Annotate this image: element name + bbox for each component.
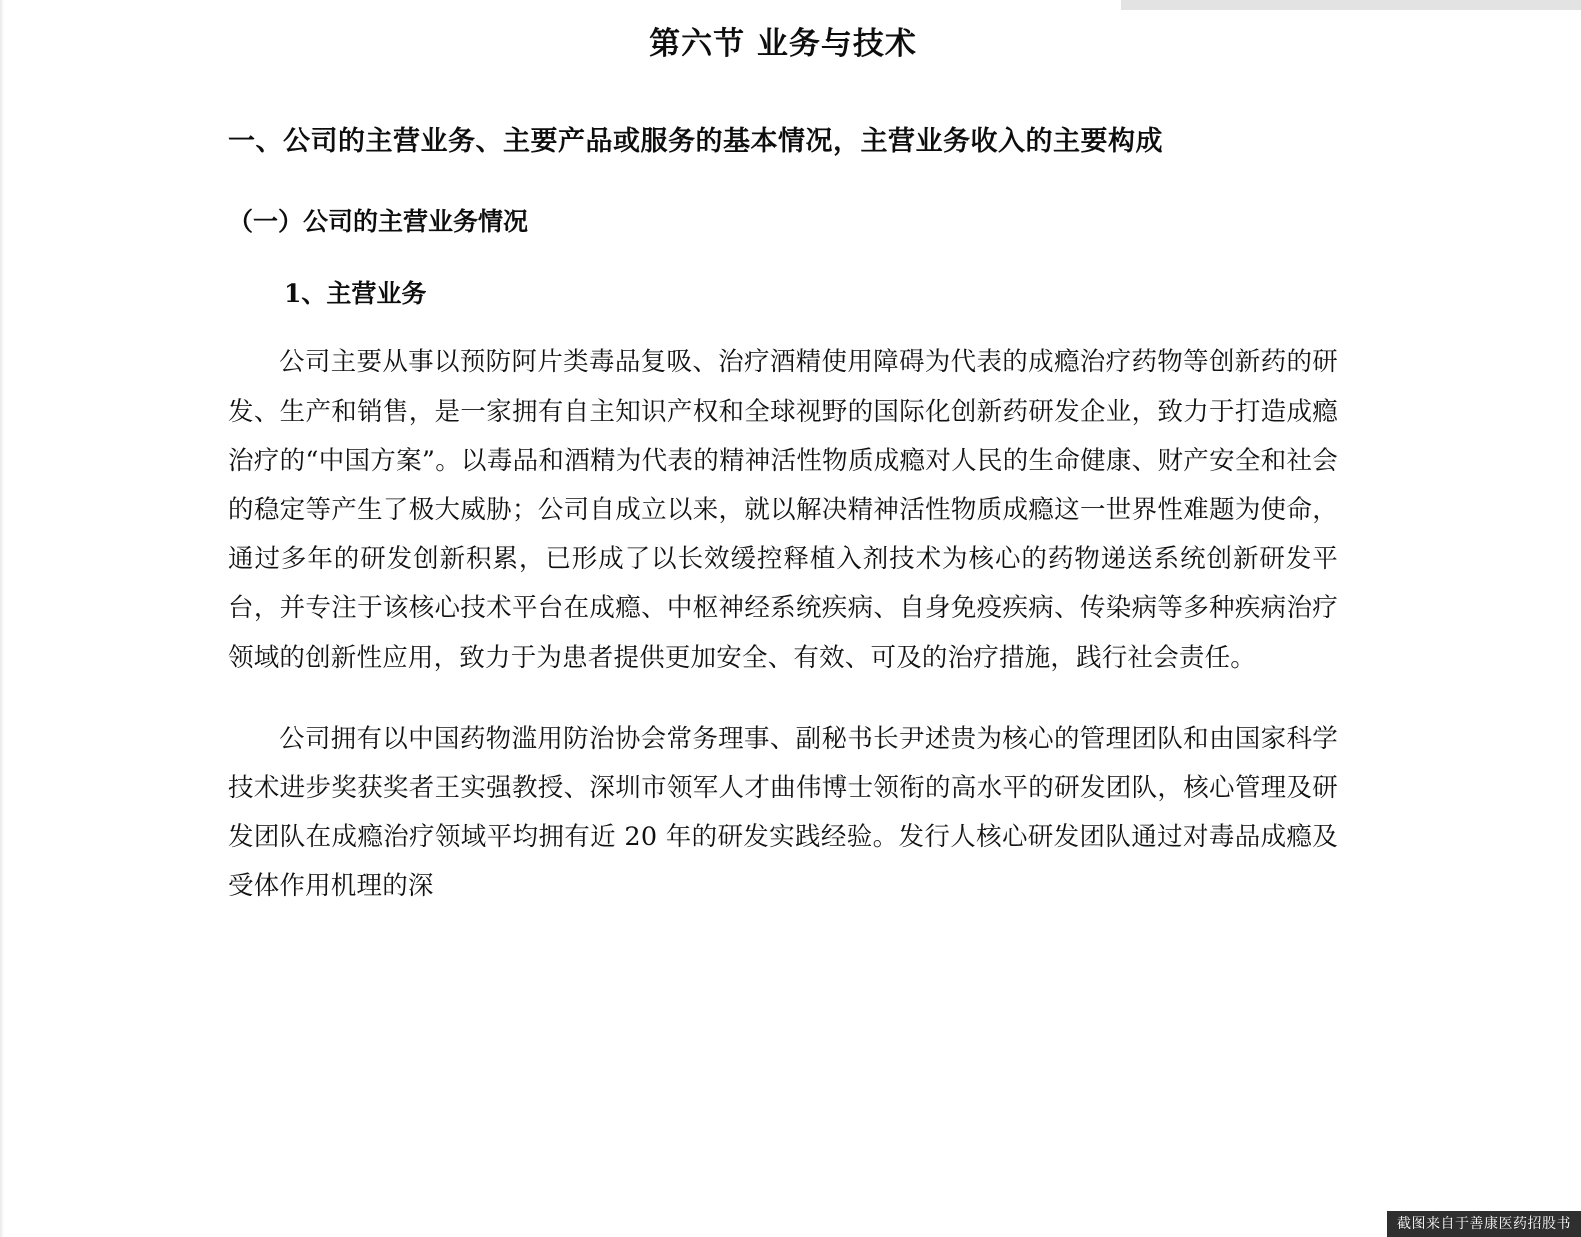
body-paragraph-2: 公司拥有以中国药物滥用防治协会常务理事、副秘书长尹述贵为核心的管理团队和由国家科学技术进步奖获奖者王实强教授、深圳市领军人才曲伟博士领衔的高水平的研发团队，核心管理及研发团队在成瘾治疗领域平均拥有近 20 年的研发实践经验。发行人核心研发团队通过对毒品成瘾及受体作用机理的深 [228,723,1338,902]
heading-level-2: （一）公司的主营业务情况 [228,207,529,237]
document-content [228,0,1338,937]
heading-level-3: 1、主营业务 [284,279,427,309]
heading-level-1: 一、公司的主营业务、主要产品或服务的基本情况，主营业务收入的主要构成 [228,126,1163,157]
watermark-label: 截图来自于善康医药招股书 [1387,1211,1581,1237]
section-title: 第六节 业务与技术 [649,26,917,62]
body-paragraph-1: 公司主要从事以预防阿片类毒品复吸、治疗酒精使用障碍为代表的成瘾治疗药物等创新药的研发、生产和销售，是一家拥有自主知识产权和全球视野的国际化创新药研发企业，致力于打造成瘾治疗的“中国方案”。以毒品和酒精为代表的精神活性物质成瘾对人民的生命健康、财产安全和社会的稳定等产生了极大威胁；公司自成立以来，就以解决精神活性物质成瘾这一世界性难题为使命，通过多年的研发创新积累，已形成了以长效缓控释植入剂技术为核心的药物递送系统创新研发平台，并专注于该核心技术平台在成瘾、中枢神经系统疾病、自身免疫疾病、传染病等多种疾病治疗领域的创新性应用，致力于为患者提供更加安全、有效、可及的治疗措施，践行社会责任。 [228,347,1338,673]
page-left-edge-shadow [0,0,4,1237]
